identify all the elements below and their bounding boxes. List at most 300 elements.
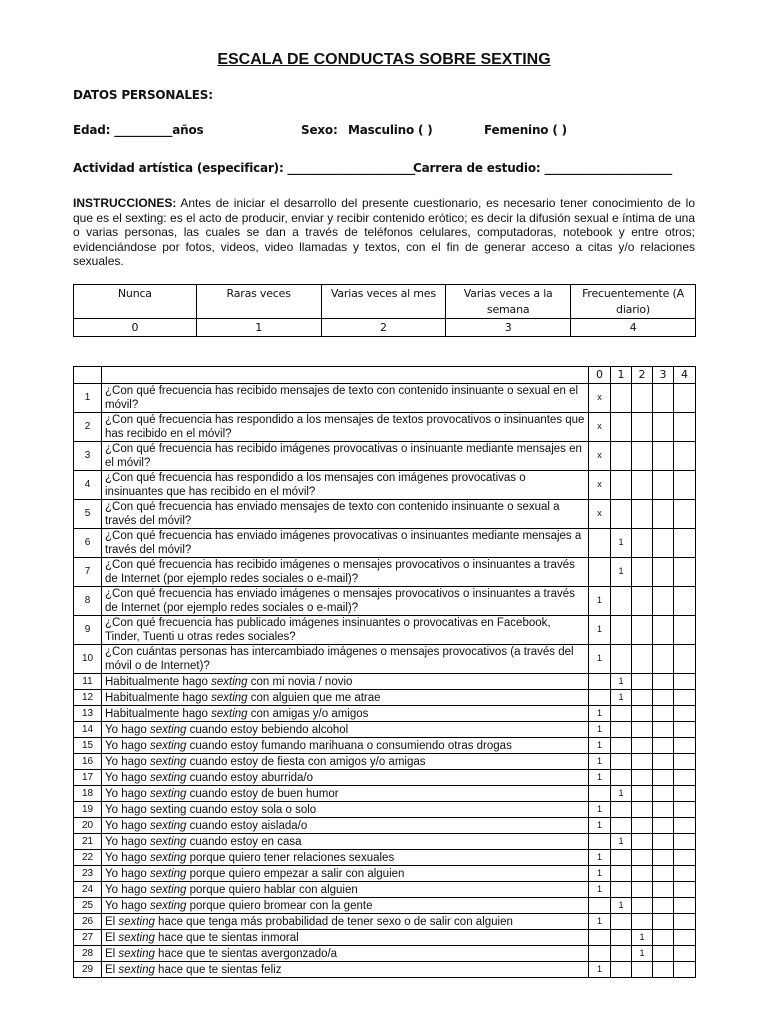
answer-cell-0[interactable]: x: [589, 384, 611, 413]
answer-cell-2[interactable]: [632, 616, 653, 645]
question-text-part: El: [105, 948, 119, 960]
question-text-part: hace que te sientas inmoral: [154, 932, 299, 944]
answer-cell-2[interactable]: [632, 770, 653, 786]
question-row: [74, 850, 696, 866]
question-number: 6: [74, 529, 102, 558]
question-row: [74, 674, 696, 690]
answer-cell-0[interactable]: 1: [589, 738, 611, 754]
answer-cell-3[interactable]: [653, 384, 674, 413]
answer-cell-3[interactable]: [653, 946, 674, 962]
question-row: [74, 690, 696, 706]
answer-cell-4[interactable]: [674, 962, 696, 978]
male-option[interactable]: Masculino ( ): [348, 123, 433, 137]
question-row: [74, 898, 696, 914]
question-text-emphasis: sexting: [149, 740, 187, 752]
answer-cell-4[interactable]: [674, 738, 696, 754]
answer-cell-4[interactable]: [674, 770, 696, 786]
answer-cell-4[interactable]: [674, 818, 696, 834]
question-text: [102, 690, 589, 706]
answer-cell-4[interactable]: [674, 587, 696, 616]
answer-cell-2[interactable]: [632, 442, 653, 471]
question-row: [74, 770, 696, 786]
question-text-part: Yo hago: [105, 772, 150, 784]
answer-cell-1[interactable]: [611, 384, 632, 413]
question-text: [102, 706, 589, 722]
answer-cell-4[interactable]: [674, 529, 696, 558]
answer-cell-2[interactable]: [632, 587, 653, 616]
answer-cell-0[interactable]: 1: [589, 818, 611, 834]
scale-label: Varias veces al mes: [321, 285, 446, 319]
question-text-part: con alguien que me atrae: [247, 692, 381, 704]
answer-cell-0[interactable]: [589, 786, 611, 802]
answer-cell-3[interactable]: [653, 914, 674, 930]
question-text-part: Yo hago: [105, 756, 150, 768]
question-text: [102, 914, 589, 930]
question-text-part: El: [105, 916, 119, 928]
question-text: [102, 962, 589, 978]
question-number: 16: [74, 754, 102, 770]
question-row: [74, 384, 696, 413]
answer-cell-2[interactable]: [632, 413, 653, 442]
question-text: [102, 818, 589, 834]
question-text-part: porque quiero empezar a salir con alguien: [186, 868, 405, 880]
answer-cell-1[interactable]: [611, 802, 632, 818]
answer-cell-1[interactable]: [611, 442, 632, 471]
question-number: 29: [74, 962, 102, 978]
answer-cell-2[interactable]: [632, 786, 653, 802]
question-number: 7: [74, 558, 102, 587]
answer-cell-4[interactable]: [674, 754, 696, 770]
question-text-part: hace que te sientas avergonzado/a: [154, 948, 338, 960]
question-row: [74, 500, 696, 529]
answer-cell-3[interactable]: [653, 587, 674, 616]
answer-cell-4[interactable]: [674, 616, 696, 645]
answer-cell-3[interactable]: [653, 674, 674, 690]
question-text-emphasis: sexting: [118, 948, 155, 960]
answer-cell-1[interactable]: [611, 850, 632, 866]
answer-cell-2[interactable]: 1: [632, 930, 653, 946]
question-number: 27: [74, 930, 102, 946]
question-row: [74, 442, 696, 471]
answer-cell-2[interactable]: [632, 690, 653, 706]
question-text: [102, 754, 589, 770]
answer-cell-4[interactable]: [674, 500, 696, 529]
question-text-part: Habitualmente hago: [105, 708, 212, 720]
question-number: 15: [74, 738, 102, 754]
age-field[interactable]: Edad: __________años: [73, 123, 204, 137]
scale-value: 4: [571, 319, 696, 337]
header-question-cell: [102, 367, 589, 384]
answer-cell-3[interactable]: [653, 500, 674, 529]
question-text: ¿Con qué frecuencia has enviado mensajes de texto con contenido insinuante o sexual a través del móvil?: [102, 500, 589, 529]
answer-cell-0[interactable]: [589, 690, 611, 706]
question-number: 14: [74, 722, 102, 738]
answer-cell-1[interactable]: [611, 930, 632, 946]
question-row: [74, 818, 696, 834]
answer-cell-1[interactable]: [611, 471, 632, 500]
answer-cell-4[interactable]: [674, 850, 696, 866]
answer-cell-4[interactable]: [674, 914, 696, 930]
question-text-emphasis: sexting: [118, 964, 155, 976]
answer-cell-2[interactable]: [632, 529, 653, 558]
instructions-text: Antes de iniciar el desarrollo del presente cuestionario, es necesario tener conocimiento de lo que es el sexting: es el acto de producir, enviar y recibir contenido erótico; es decir la difusión sexual e íntima de una o varias personas, las cuales se dan a través de teléfonos celulares, computadoras, notebook y entre otros; evidenciándose por fotos, videos, video llamadas y textos, con el fin de generar acceso a citas y/o relaciones sexuales.: [73, 196, 695, 269]
answer-cell-1[interactable]: 1: [611, 786, 632, 802]
answer-cell-2[interactable]: [632, 866, 653, 882]
question-number: 12: [74, 690, 102, 706]
question-text-emphasis: sexting: [211, 708, 248, 720]
answer-cell-4[interactable]: [674, 413, 696, 442]
question-number: 10: [74, 645, 102, 674]
answer-cell-3[interactable]: [653, 558, 674, 587]
answer-cell-0[interactable]: 1: [589, 914, 611, 930]
answer-cell-3[interactable]: [653, 786, 674, 802]
answer-cell-3[interactable]: [653, 802, 674, 818]
question-text-emphasis: sexting: [149, 724, 187, 736]
question-row: [74, 866, 696, 882]
question-text-part: cuando estoy bebiendo alcohol: [186, 724, 349, 736]
answer-cell-4[interactable]: [674, 706, 696, 722]
answer-cell-0[interactable]: 1: [589, 645, 611, 674]
answer-cell-2[interactable]: [632, 558, 653, 587]
answer-cell-3[interactable]: [653, 834, 674, 850]
answer-cell-1[interactable]: 1: [611, 529, 632, 558]
instructions-label: INSTRUCCIONES:: [73, 196, 177, 210]
answer-cell-4[interactable]: [674, 802, 696, 818]
answer-cell-1[interactable]: [611, 645, 632, 674]
answer-cell-0[interactable]: 1: [589, 706, 611, 722]
question-text-part: porque quiero bromear con la gente: [186, 900, 373, 912]
question-text-part: El: [105, 964, 119, 976]
answer-cell-0[interactable]: 1: [589, 802, 611, 818]
question-text-part: Yo hago: [105, 788, 150, 800]
question-row: [74, 738, 696, 754]
career-field[interactable]: Carrera de estudio: ______________________: [413, 161, 673, 175]
question-text: [102, 866, 589, 882]
answer-cell-1[interactable]: [611, 738, 632, 754]
question-row: [74, 962, 696, 978]
answer-cell-2[interactable]: [632, 802, 653, 818]
question-text-emphasis: sexting: [149, 852, 187, 864]
header-number-cell: [74, 367, 102, 384]
question-text: Yo hago sexting cuando estoy sola o solo: [102, 802, 589, 818]
question-text-emphasis: sexting: [149, 884, 187, 896]
document-title: ESCALA DE CONDUCTAS SOBRE SEXTING: [217, 51, 551, 68]
answer-cell-3[interactable]: [653, 471, 674, 500]
answer-cell-4[interactable]: [674, 558, 696, 587]
question-number: 17: [74, 770, 102, 786]
answer-cell-2[interactable]: [632, 962, 653, 978]
question-text-part: hace que te sientas feliz: [154, 964, 282, 976]
question-number: 28: [74, 946, 102, 962]
question-row: [74, 413, 696, 442]
question-row: [74, 754, 696, 770]
answer-cell-3[interactable]: [653, 529, 674, 558]
answer-cell-4[interactable]: [674, 834, 696, 850]
answer-cell-2[interactable]: [632, 834, 653, 850]
answer-cell-3[interactable]: [653, 770, 674, 786]
question-text-part: Yo hago: [105, 820, 150, 832]
answer-cell-0[interactable]: [589, 898, 611, 914]
answer-cell-2[interactable]: [632, 754, 653, 770]
question-number: 4: [74, 471, 102, 500]
question-text: [102, 722, 589, 738]
question-text-part: cuando estoy en casa: [186, 836, 302, 848]
answer-cell-3[interactable]: [653, 738, 674, 754]
answer-cell-4[interactable]: [674, 471, 696, 500]
answer-cell-4[interactable]: [674, 946, 696, 962]
question-text: [102, 674, 589, 690]
answer-cell-1[interactable]: [611, 500, 632, 529]
answer-cell-2[interactable]: [632, 500, 653, 529]
question-number: 26: [74, 914, 102, 930]
question-row: [74, 914, 696, 930]
personal-data-heading: DATOS PERSONALES:: [73, 88, 213, 102]
question-text-part: Yo hago: [105, 740, 150, 752]
question-number: 20: [74, 818, 102, 834]
answer-cell-0[interactable]: 1: [589, 587, 611, 616]
answer-cell-0[interactable]: 1: [589, 616, 611, 645]
female-option[interactable]: Femenino ( ): [484, 123, 567, 137]
answer-cell-1[interactable]: [611, 914, 632, 930]
question-number: 19: [74, 802, 102, 818]
artistic-activity-field[interactable]: Actividad artística (especificar): ______________________: [73, 161, 416, 175]
question-text-part: Yo hago: [105, 852, 150, 864]
question-text-part: cuando estoy fumando marihuana o consumiendo otras drogas: [186, 740, 512, 752]
answer-cell-4[interactable]: [674, 786, 696, 802]
question-text-part: Yo hago: [105, 836, 150, 848]
question-text-emphasis: sexting: [149, 868, 187, 880]
column-header: 4: [674, 367, 696, 384]
question-row: [74, 616, 696, 645]
question-number: 13: [74, 706, 102, 722]
question-text-part: cuando estoy aislada/o: [186, 820, 308, 832]
question-row: [74, 645, 696, 674]
answer-cell-4[interactable]: [674, 882, 696, 898]
answer-cell-1[interactable]: [611, 818, 632, 834]
answer-cell-3[interactable]: [653, 442, 674, 471]
answer-cell-1[interactable]: [611, 946, 632, 962]
answer-cell-3[interactable]: [653, 754, 674, 770]
question-text-emphasis: sexting: [149, 788, 187, 800]
answer-cell-0[interactable]: 1: [589, 866, 611, 882]
question-text-part: Habitualmente hago: [105, 676, 212, 688]
question-number: 5: [74, 500, 102, 529]
answer-cell-2[interactable]: [632, 471, 653, 500]
answer-cell-1[interactable]: [611, 413, 632, 442]
question-row: [74, 558, 696, 587]
question-row: [74, 930, 696, 946]
question-row: [74, 786, 696, 802]
question-row: [74, 882, 696, 898]
column-header: 0: [589, 367, 611, 384]
question-text-part: porque quiero hablar con alguien: [186, 884, 358, 896]
question-row: [74, 946, 696, 962]
question-text-part: Yo hago: [105, 884, 150, 896]
answer-cell-2[interactable]: [632, 850, 653, 866]
column-header: 1: [611, 367, 632, 384]
answer-cell-1[interactable]: [611, 706, 632, 722]
question-text: [102, 930, 589, 946]
answer-cell-2[interactable]: [632, 384, 653, 413]
answer-cell-4[interactable]: [674, 866, 696, 882]
question-text-emphasis: sexting: [211, 692, 248, 704]
question-text-emphasis: sexting: [149, 836, 187, 848]
answer-cell-4[interactable]: [674, 674, 696, 690]
question-text-emphasis: sexting: [149, 820, 187, 832]
answer-cell-1[interactable]: [611, 866, 632, 882]
question-number: 21: [74, 834, 102, 850]
question-number: 1: [74, 384, 102, 413]
answer-cell-3[interactable]: [653, 898, 674, 914]
answer-cell-3[interactable]: [653, 690, 674, 706]
scale-value: 0: [74, 319, 197, 337]
answer-cell-3[interactable]: [653, 866, 674, 882]
question-text: [102, 834, 589, 850]
answer-cell-1[interactable]: [611, 754, 632, 770]
question-text-emphasis: sexting: [149, 756, 187, 768]
answer-cell-3[interactable]: [653, 818, 674, 834]
answer-cell-2[interactable]: [632, 706, 653, 722]
questionnaire-table: [73, 366, 696, 978]
scale-value: 2: [321, 319, 446, 337]
question-text: [102, 882, 589, 898]
answer-cell-2[interactable]: [632, 898, 653, 914]
question-number: 18: [74, 786, 102, 802]
answer-cell-0[interactable]: 1: [589, 770, 611, 786]
answer-cell-0[interactable]: 1: [589, 882, 611, 898]
scale-value: 3: [446, 319, 571, 337]
question-text-emphasis: sexting: [149, 772, 187, 784]
answer-cell-2[interactable]: [632, 914, 653, 930]
answer-cell-0[interactable]: [589, 834, 611, 850]
answer-cell-4[interactable]: [674, 898, 696, 914]
question-row: [74, 706, 696, 722]
answer-cell-0[interactable]: 1: [589, 850, 611, 866]
question-text: ¿Con qué frecuencia has enviado imágenes o mensajes provocativos o insinuantes a través de Internet (por ejemplo redes sociales o e-mail)?: [102, 587, 589, 616]
question-text-part: porque quiero tener relaciones sexuales: [186, 852, 395, 864]
answer-cell-1[interactable]: [611, 962, 632, 978]
answer-cell-4[interactable]: [674, 930, 696, 946]
column-header: 3: [653, 367, 674, 384]
question-text: ¿Con qué frecuencia has respondido a los mensajes de textos provocativos o insinuantes que has recibido en el móvil?: [102, 413, 589, 442]
question-text: [102, 786, 589, 802]
question-text: ¿Con qué frecuencia has respondido a los mensajes con imágenes provocativas o insinuantes que has recibido en el móvil?: [102, 471, 589, 500]
answer-cell-2[interactable]: [632, 738, 653, 754]
question-text: [102, 898, 589, 914]
answer-cell-1[interactable]: [611, 722, 632, 738]
answer-cell-0[interactable]: 1: [589, 754, 611, 770]
question-text: ¿Con qué frecuencia has recibido mensajes de texto con contenido insinuante o sexual en el móvil?: [102, 384, 589, 413]
question-text-part: Yo hago: [105, 724, 150, 736]
answer-cell-1[interactable]: 1: [611, 690, 632, 706]
answer-cell-0[interactable]: x: [589, 500, 611, 529]
answer-cell-2[interactable]: [632, 674, 653, 690]
question-text: ¿Con qué frecuencia has recibido imágenes o mensajes provocativos o insinuantes a través de Internet (por ejemplo redes sociales o e-mail)?: [102, 558, 589, 587]
answer-cell-0[interactable]: x: [589, 442, 611, 471]
question-text-part: con amigas y/o amigos: [247, 708, 369, 720]
answer-cell-2[interactable]: [632, 882, 653, 898]
answer-cell-0[interactable]: 1: [589, 962, 611, 978]
answer-cell-1[interactable]: [611, 616, 632, 645]
question-text-emphasis: sexting: [211, 676, 248, 688]
answer-cell-0[interactable]: [589, 930, 611, 946]
answer-cell-4[interactable]: [674, 690, 696, 706]
answer-cell-2[interactable]: [632, 645, 653, 674]
answer-cell-1[interactable]: 1: [611, 834, 632, 850]
question-text-part: Yo hago: [105, 868, 150, 880]
question-text: ¿Con qué frecuencia has publicado imágenes insinuantes o provocativas en Facebook, Tinder, Tuenti u otras redes sociales?: [102, 616, 589, 645]
answer-cell-2[interactable]: [632, 722, 653, 738]
answer-cell-1[interactable]: [611, 587, 632, 616]
answer-cell-3[interactable]: [653, 645, 674, 674]
answer-cell-4[interactable]: [674, 384, 696, 413]
question-text-part: hace que tenga más probabilidad de tener sexo o de salir con alguien: [154, 916, 513, 928]
question-text-part: cuando estoy de buen humor: [186, 788, 339, 800]
question-number: 25: [74, 898, 102, 914]
answer-cell-3[interactable]: [653, 413, 674, 442]
column-header: 2: [632, 367, 653, 384]
answer-cell-2[interactable]: [632, 818, 653, 834]
answer-cell-0[interactable]: [589, 529, 611, 558]
answer-cell-3[interactable]: [653, 930, 674, 946]
response-scale-table: [73, 284, 696, 337]
question-text-part: con mi novia / novio: [247, 676, 353, 688]
answer-cell-1[interactable]: [611, 882, 632, 898]
question-number: 9: [74, 616, 102, 645]
answer-cell-0[interactable]: [589, 674, 611, 690]
question-text: [102, 946, 589, 962]
scale-value: 1: [196, 319, 321, 337]
question-row: [74, 802, 696, 818]
answer-cell-3[interactable]: [653, 722, 674, 738]
answer-cell-3[interactable]: [653, 850, 674, 866]
answer-cell-0[interactable]: [589, 946, 611, 962]
answer-cell-0[interactable]: x: [589, 471, 611, 500]
question-text-part: Yo hago: [105, 900, 150, 912]
question-number: 22: [74, 850, 102, 866]
question-number: 2: [74, 413, 102, 442]
question-text-part: cuando estoy aburrida/o: [186, 772, 314, 784]
question-text: ¿Con qué frecuencia has enviado imágenes provocativas o insinuantes mediante mensajes a través del móvil?: [102, 529, 589, 558]
question-number: 8: [74, 587, 102, 616]
question-text: ¿Con cuántas personas has intercambiado imágenes o mensajes provocativos (a través del móvil o de Internet)?: [102, 645, 589, 674]
question-text: ¿Con qué frecuencia has recibido imágenes provocativas o insinuante mediante mensajes en el móvil?: [102, 442, 589, 471]
answer-cell-3[interactable]: [653, 616, 674, 645]
answer-cell-3[interactable]: [653, 882, 674, 898]
answer-cell-4[interactable]: [674, 442, 696, 471]
question-number: 3: [74, 442, 102, 471]
answer-cell-4[interactable]: [674, 722, 696, 738]
question-row: [74, 587, 696, 616]
answer-cell-4[interactable]: [674, 645, 696, 674]
answer-cell-2[interactable]: 1: [632, 946, 653, 962]
answer-cell-0[interactable]: [589, 558, 611, 587]
answer-cell-1[interactable]: 1: [611, 558, 632, 587]
answer-cell-0[interactable]: x: [589, 413, 611, 442]
question-number: 23: [74, 866, 102, 882]
answer-cell-1[interactable]: [611, 770, 632, 786]
answer-cell-3[interactable]: [653, 706, 674, 722]
answer-cell-1[interactable]: 1: [611, 674, 632, 690]
scale-label: Frecuentemente (A diario): [571, 285, 696, 319]
answer-cell-3[interactable]: [653, 962, 674, 978]
scale-label: Varias veces a la semana: [446, 285, 571, 319]
answer-cell-0[interactable]: 1: [589, 722, 611, 738]
question-text-part: Habitualmente hago: [105, 692, 212, 704]
question-text-emphasis: sexting: [118, 932, 155, 944]
question-text-part: El: [105, 932, 119, 944]
answer-cell-1[interactable]: 1: [611, 898, 632, 914]
